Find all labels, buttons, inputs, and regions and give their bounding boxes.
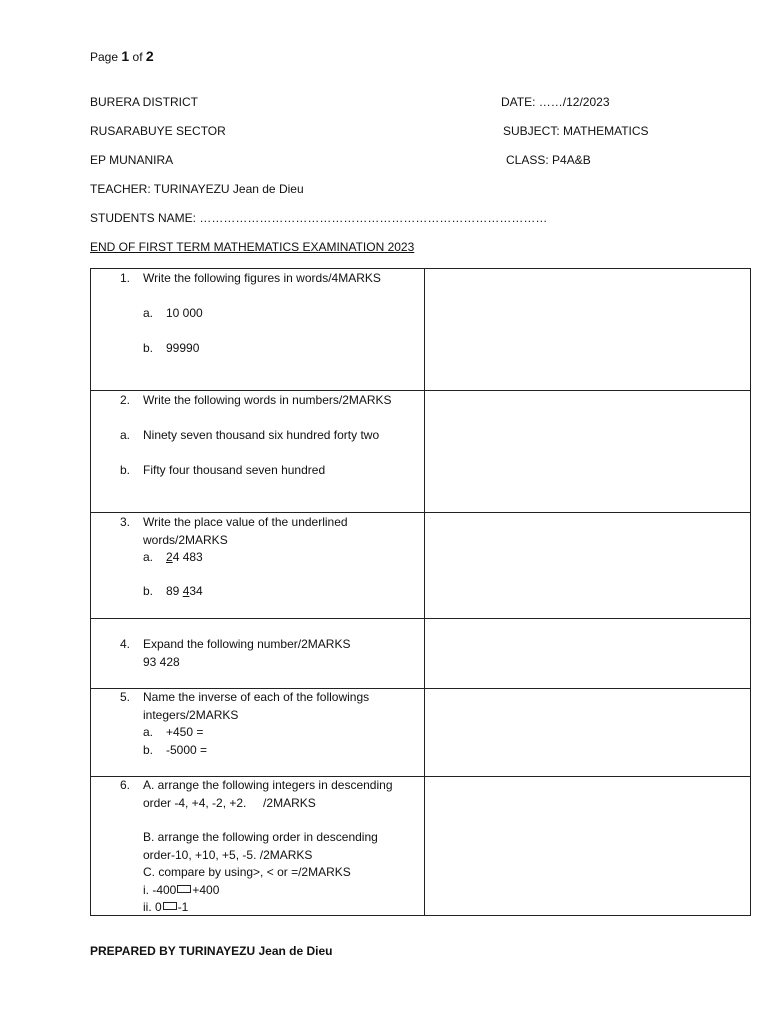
item-text: +450 = — [166, 725, 204, 739]
column-divider — [424, 269, 425, 915]
item-label: a. — [143, 306, 154, 320]
item-text: 10 000 — [166, 306, 203, 320]
row-divider — [91, 618, 750, 619]
item-label: a. — [143, 725, 154, 739]
blank-box-icon — [177, 885, 191, 893]
item-label: a. — [120, 428, 131, 442]
compare-right: -1 — [177, 900, 189, 914]
compare-left: i. -400 — [143, 883, 177, 897]
question-text: integers/2MARKS — [143, 708, 239, 722]
compare-item — [143, 900, 188, 914]
item-text — [166, 584, 203, 598]
item-label: b. — [143, 743, 154, 757]
school-label: EP MUNANIRA — [90, 153, 174, 167]
compare-left: ii. 0 — [143, 900, 162, 914]
question-text: Write the place value of the underlined — [143, 515, 348, 529]
question-text: A. arrange the following integers in descending — [143, 778, 393, 792]
question-text: order-10, +10, +5, -5. /2MARKS — [143, 848, 313, 862]
question-text: C. compare by using>, < or =/2MARKS — [143, 865, 351, 879]
subject-label: SUBJECT: MATHEMATICS — [503, 124, 649, 138]
exam-title: END OF FIRST TERM MATHEMATICS EXAMINATION 2023 — [90, 240, 415, 254]
date-label: DATE: ……/12/2023 — [501, 95, 610, 109]
item-text: 99990 — [166, 341, 200, 355]
row-divider — [91, 512, 750, 513]
compare-right: +400 — [192, 883, 220, 897]
item-label: b. — [120, 463, 131, 477]
class-label: CLASS: P4A&B — [506, 153, 591, 167]
district-label: BURERA DISTRICT — [90, 95, 199, 109]
compare-item — [143, 883, 219, 897]
question-text: order -4, +4, -2, +2. /2MARKS — [143, 796, 316, 810]
question-text: B. arrange the following order in descending — [143, 830, 378, 844]
row-divider — [91, 688, 750, 689]
question-text: Write the following words in numbers/2MARKS — [143, 393, 392, 407]
question-text: Name the inverse of each of the followings — [143, 690, 370, 704]
item-text — [166, 550, 203, 564]
question-text: words/2MARKS — [143, 533, 228, 547]
underlined-digit: 4 — [182, 584, 190, 598]
teacher-label: TEACHER: TURINAYEZU Jean de Dieu — [90, 182, 304, 196]
exam-table — [90, 268, 751, 916]
student-name-field: STUDENTS NAME: …………………………………………………………………………… — [90, 211, 548, 225]
item-rest: 4 483 — [172, 550, 203, 564]
item-text: Ninety seven thousand six hundred forty two — [143, 428, 380, 442]
blank-box-icon — [163, 902, 177, 910]
item-label: b. — [143, 584, 154, 598]
row-divider — [91, 776, 750, 777]
prepared-by: PREPARED BY TURINAYEZU Jean de Dieu — [90, 944, 333, 958]
page-indicator — [90, 48, 154, 64]
item-text: 93 428 — [143, 655, 180, 669]
question-number: 6. — [120, 778, 131, 792]
item-text: -5000 = — [166, 743, 208, 757]
row-divider — [91, 390, 750, 391]
question-number: 4. — [120, 637, 131, 651]
question-number: 2. — [120, 393, 131, 407]
item-pre: 89 — [166, 584, 183, 598]
item-text: Fifty four thousand seven hundred — [143, 463, 326, 477]
question-text: Write the following figures in words/4MARKS — [143, 271, 381, 285]
sector-label: RUSARABUYE SECTOR — [90, 124, 226, 138]
item-label: a. — [143, 550, 154, 564]
item-label: b. — [143, 341, 154, 355]
page-current: 1 — [121, 48, 130, 64]
question-number: 3. — [120, 515, 131, 529]
question-number: 1. — [120, 271, 131, 285]
underlined-digit: 2 — [166, 550, 173, 564]
question-number: 5. — [120, 690, 131, 704]
item-rest: 34 — [189, 584, 203, 598]
page-prefix: Page — [90, 50, 119, 64]
page-of: of — [132, 50, 143, 64]
question-text: Expand the following number/2MARKS — [143, 637, 351, 651]
page-total: 2 — [145, 48, 154, 64]
